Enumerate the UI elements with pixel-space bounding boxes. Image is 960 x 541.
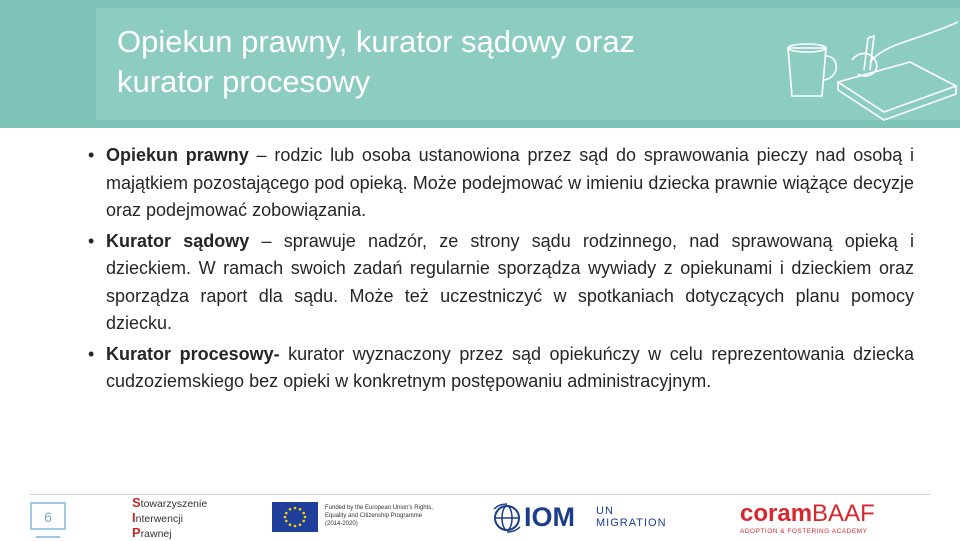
siip-logo-line: Stowarzyszenie <box>132 495 208 510</box>
title-line-2: kurator procesowy <box>117 64 371 99</box>
bullet-text <box>106 228 914 338</box>
coram-baaf-logo <box>740 500 890 540</box>
footer-divider <box>30 494 930 495</box>
coffee-notebook-illustration <box>760 0 960 128</box>
bullet-term: Kurator sądowy <box>106 230 250 251</box>
bullet-item <box>88 228 914 338</box>
page-number-underline <box>36 536 60 538</box>
notebook-pencil-icon <box>838 22 958 120</box>
siip-logo-line: Interwencji <box>132 510 183 525</box>
bullet-item <box>88 341 914 396</box>
coram-text: coram <box>740 500 813 527</box>
slide-body <box>88 142 914 399</box>
bullet-text <box>106 142 914 225</box>
page-number: 6 <box>30 502 66 530</box>
bullet-text <box>106 341 914 396</box>
title-line-1: Opiekun prawny, kurator sądowy oraz <box>117 24 636 59</box>
bullet-symbol: • <box>88 230 95 251</box>
eu-flag-icon <box>272 502 318 532</box>
iom-text: IOM <box>524 502 575 532</box>
eu-funding-text: Funded by the European Union's Rights, Equality and Citizenship Programme (2014-2020) <box>325 505 433 527</box>
baaf-text: BAAF <box>812 500 875 527</box>
bullet-description: kurator wyznaczony przez sąd opiekuńczy w celu reprezentowania dziecka cudzoziemskiego bez opieki w konkretnym postępowaniu administracyjnym. <box>106 343 914 391</box>
bullet-item <box>88 142 914 225</box>
bullet-symbol: • <box>88 145 95 165</box>
coffee-cup-icon <box>788 44 836 96</box>
slide-header <box>0 0 960 128</box>
bullet-term: Opiekun prawny <box>106 145 249 165</box>
bullet-term: Kurator procesowy- <box>106 343 280 364</box>
iom-globe-icon <box>492 503 522 533</box>
coram-subtitle: ADOPTION & FOSTERING ACADEMY <box>740 528 868 535</box>
iom-logo <box>492 502 682 534</box>
bullet-symbol: • <box>88 343 95 364</box>
slide-title <box>117 22 757 102</box>
bullet-description: – sprawuje nadzór, ze strony sądu rodzinnego, nad sprawowaną opieką i dzieckiem. W ramach swoich zadań regularnie sporządza wywiady z opiekunami i dzieckiem oraz sporządza raport dla sądu. Może też uczestniczyć w spotkaniach dotyczących planu pomocy dziecku. <box>106 230 914 333</box>
siip-logo-line: Prawnej <box>132 525 172 540</box>
un-migration-text: UN MIGRATION <box>596 505 667 529</box>
siip-logo <box>132 496 222 540</box>
bullet-description: – rodzic lub osoba ustanowiona przez sąd do sprawowania pieczy nad osobą i majątkiem pozostającego pod opieką. Może podejmować w imieniu dziecka prawnie wiążące decyzje oraz podejmować zobowiązania. <box>106 145 915 220</box>
